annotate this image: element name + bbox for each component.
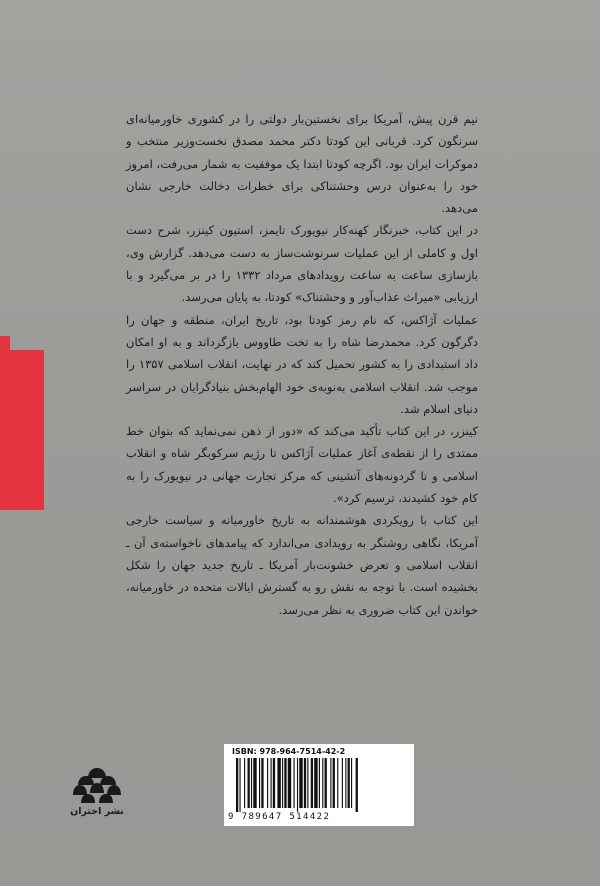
publisher-name: نشر اختران [70,806,124,817]
barcode-bar [325,758,327,808]
barcode-bar [297,758,298,812]
blurb-paragraph-2: در این کتاب، خبرنگار کهنه‌کار نیویورک تایمز، استیون کینزر، شرح دست اول و کاملی از این عملیات سرنوشت‌ساز به دست می‌دهد. گزارش وی، بازسازی ساعت به ساعت رویدادهای مرداد ۱۳۳۲ را در بر می‌گیرد و با ارزیابی «میراث عذاب‌آور و وحشتناک» کودتا، به پایان می‌رسد. [126,223,478,305]
barcode-bar [261,758,263,808]
barcode-bar [284,758,286,808]
barcode-bar [248,758,250,808]
barcode-bar [253,758,256,808]
barcode-bar [271,758,272,808]
barcode-bar [351,758,352,808]
barcode-bar [236,758,238,812]
barcode-bar [322,758,323,808]
barcode-bar [345,758,346,808]
back-cover-blurb [126,108,478,621]
barcode-bar [277,758,280,808]
blurb-paragraph-4: کینزر، در این کتاب تأکید می‌کند که «دور از ذهن نمی‌نماید که بتوان خط ممتدی را از نقطه‌ی آغاز عملیات آژاکس تا رژیم سرکوبگر شاه و انقلاب اسلامی و تا گردونه‌های آتشینی که مرکز تجارت جهانی در نیویورک را به کام خود کشیدند، ترسیم کرد». [126,424,478,506]
barcode-bar [239,758,240,812]
barcode-bar [259,758,260,808]
blurb-paragraph-1: نیم قرن پیش، آمریکا برای نخستین‌بار دولتی را در کشوری خاورمیانه‌ای سرنگون کرد. قربانی این کودتا دکتر محمد مصدق نخست‌وزیر منتخب و دموکرات ایران بود. اگرچه کودتا ابتدا یک موفقیت به شمار می‌رفت، امروز خود را به‌عنوان درس وحشتناکی برای خطرات دخالت خارجی نشان می‌دهد. [126,112,478,216]
blurb-paragraph-5: این کتاب با رویکردی هوشمندانه به تاریخ خاورمیانه و سیاست خارجی آمریکا، نگاهی روشنگر به رویدادی می‌اندازد که پیامدهای ناخواسته‌ی آن ـ انقلاب اسلامی و تعرض خشونت‌بار آمریکا ـ تاریخ جدید جهان را شکل بخشیده است. با توجه به نقش رو به گسترش ایالات متحده در خاورمیانه، خواندن این کتاب ضروری به نظر می‌رسد. [126,513,478,617]
stacked-arches-logo-icon [72,766,122,806]
barcode-bar [307,758,308,808]
barcode-bar [244,758,245,808]
barcode-number: 9 789647 514422 [228,812,331,822]
red-color-tab [0,350,44,510]
barcode-bar [299,758,302,808]
barcode-bar [330,758,331,808]
isbn-label: ISBN: 978-964-7514-42-2 [232,747,346,756]
barcode-bar [273,758,275,808]
barcode-bar [311,758,313,808]
barcode-bar [314,758,317,808]
barcode-bar [337,758,338,808]
barcode-icon [234,758,404,812]
barcode-bar [304,758,306,808]
barcode-bar [356,758,358,812]
barcode-bar [333,758,335,808]
red-tab-notch [0,336,10,350]
barcode-bar [282,758,283,808]
barcode-bar [294,758,295,808]
barcode-bar [319,758,320,808]
blurb-paragraph-3: عملیات آژاکس، که نام رمز کودتا بود، تاریخ ایران، منطقه و جهان را دگرگون کرد. محمدرضا شاه را به تخت طاووس باز‌گرداند و به او امکان داد استبدادی را به کشور تحمیل کند که در نهایت، انقلاب اسلامی ۱۳۵۷ را موجب شد. انقلاب اسلامی به‌نوبه‌ی خود الهام‌بخش بنیادگرایان در سراسر دنیای اسلام شد. [126,312,478,416]
barcode-panel [224,744,414,826]
barcode-bar [288,758,291,808]
barcode-bar [348,758,350,808]
barcode-bar [251,758,252,808]
barcode-bar [342,758,343,808]
barcode-bar [267,758,268,808]
